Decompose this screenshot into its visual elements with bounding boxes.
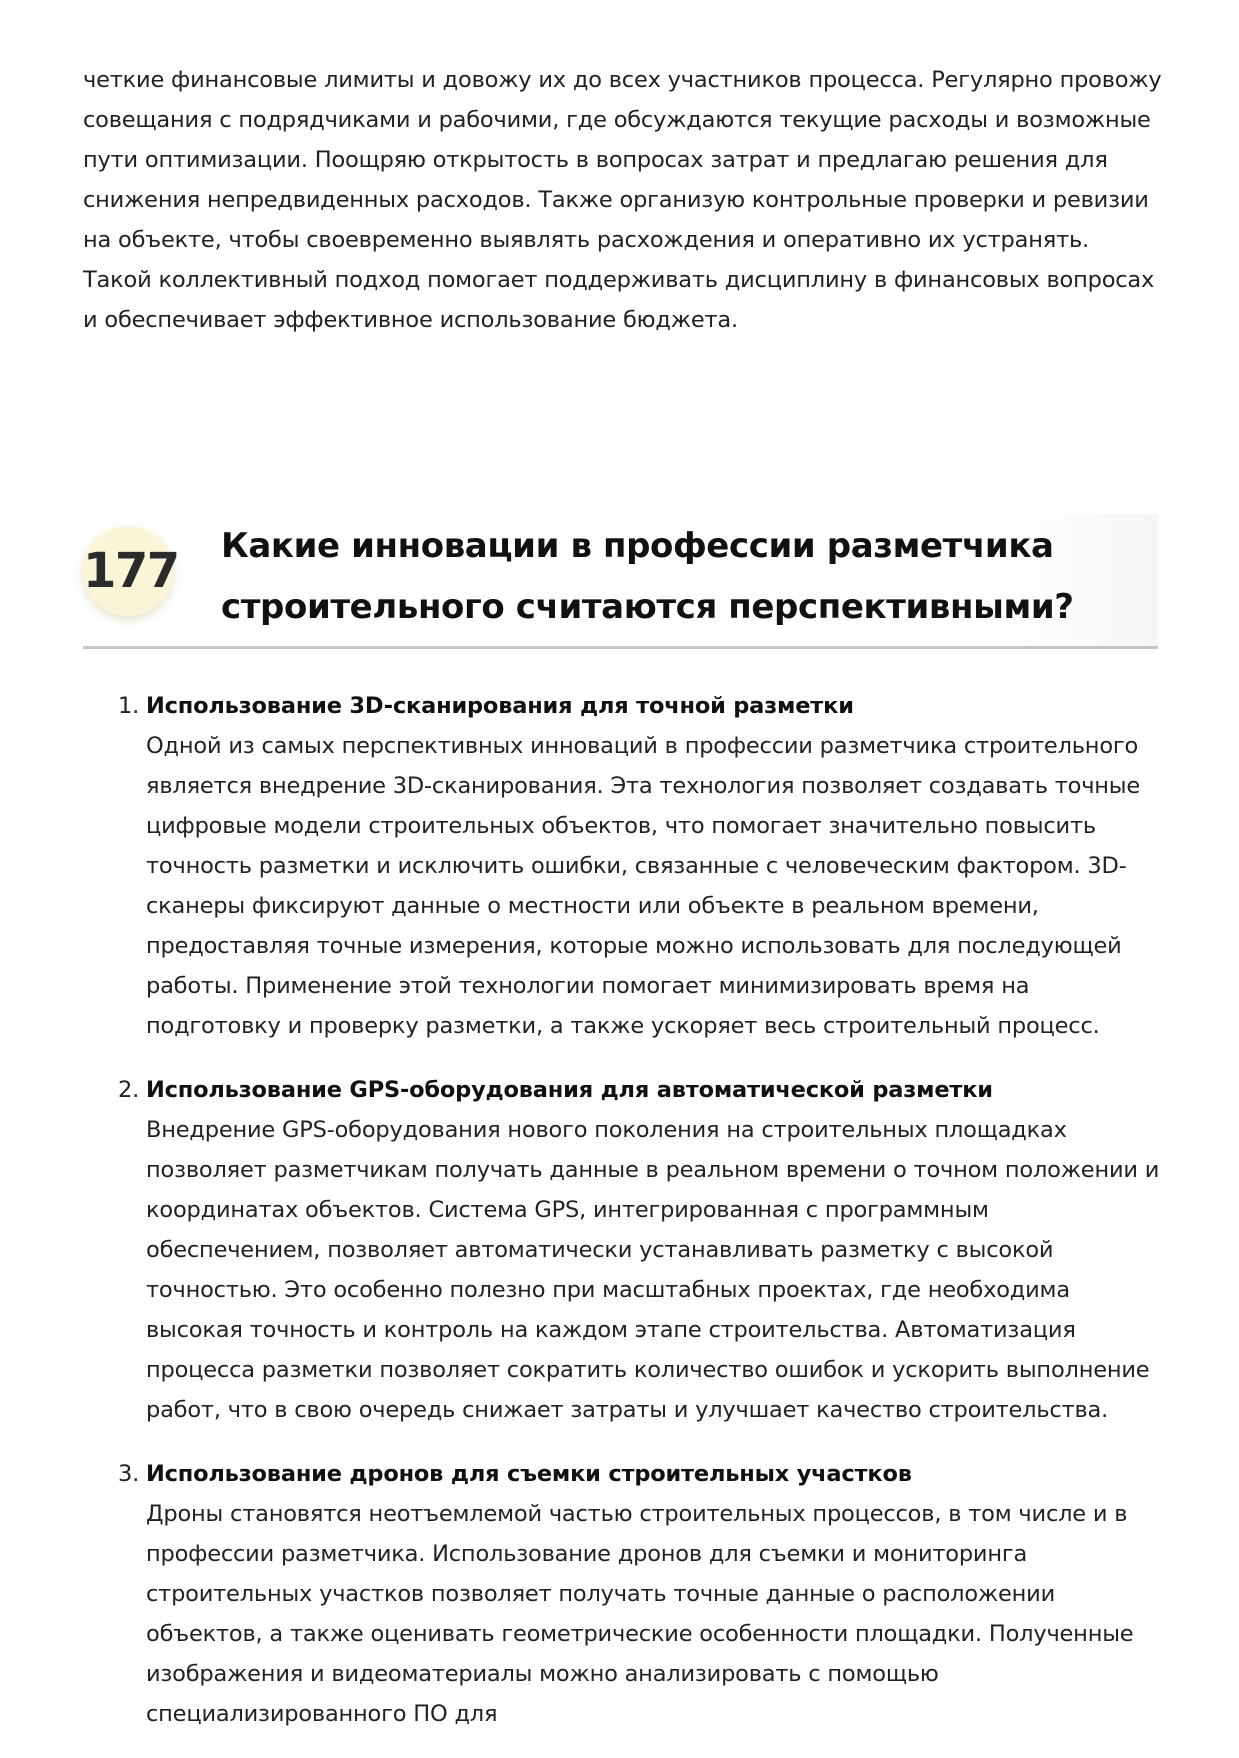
list-item — [118, 1070, 1163, 1430]
list-item-number: 3. — [118, 1461, 140, 1487]
list-item-title: Использование дронов для съемки строительных участков — [146, 1461, 912, 1487]
list-item-text: Дроны становятся неотъемлемой частью строительных процессов, в том числе и в профессии разметчика. Использование дронов для съемки и мониторинга строительных участков позволяет получать точные данные о расположении объектов, а также оценивать геометрические особенности площадки. Полученные изображения и видеоматериалы можно анализировать с помощью специализированного ПО для — [146, 1501, 1134, 1727]
list-item-title: Использование 3D-сканирования для точной разметки — [146, 693, 854, 719]
question-title: Какие инновации в профессии разметчика строительного считаются перспективными? — [221, 526, 1074, 627]
list-item-text: Одной из самых перспективных инноваций в профессии разметчика строительного является внедрение 3D-сканирования. Эта технология позволяет создавать точные цифровые модели строительных объектов, что помогает значительно повысить точность разметки и исключить ошибки, связанные с человеческим фактором. 3D-сканеры фиксируют данные о местности или объекте в реальном времени, предоставляя точные измерения, которые можно использовать для последующей работы. Применение этой технологии помогает минимизировать время на подготовку и проверку разметки, а также ускоряет весь строительный процесс. — [146, 733, 1141, 1039]
answer-list — [118, 686, 1163, 1758]
list-item-title: Использование GPS-оборудования для автоматической разметки — [146, 1077, 993, 1103]
list-item-text: Внедрение GPS-оборудования нового поколения на строительных площадках позволяет разметчикам получать данные в реальном времени о точном положении и координатах объектов. Система GPS, интегрированная с программным обеспечением, позволяет автоматически устанавливать разметку с высокой точностью. Это особенно полезно при масштабных проектах, где необходима высокая точность и контроль на каждом этапе строительства. Автоматизация процесса разметки позволяет сократить количество ошибок и ускорить выполнение работ, что в свою очередь снижает затраты и улучшает качество строительства. — [146, 1117, 1160, 1423]
question-header — [83, 514, 1158, 649]
intro-paragraph: четкие финансовые лимиты и довожу их до всех участников процесса. Регулярно провожу совещания с подрядчиками и рабочими, где обсуждаются текущие расходы и возможные пути оптимизации. Поощряю открытость в вопросах затрат и предлагаю решения для снижения непредвиденных расходов. Также организую контрольные проверки и ревизии на объекте, чтобы своевременно выявлять расхождения и оперативно их устранять. Такой коллективный подход помогает поддерживать дисциплину в финансовых вопросах и обеспечивает эффективное использование бюджета. — [83, 67, 1162, 333]
question-number-badge: 177 — [83, 526, 173, 616]
list-item-number: 2. — [118, 1077, 140, 1103]
list-item — [118, 686, 1163, 1046]
list-item — [118, 1454, 1163, 1734]
list-item-number: 1. — [118, 693, 140, 719]
